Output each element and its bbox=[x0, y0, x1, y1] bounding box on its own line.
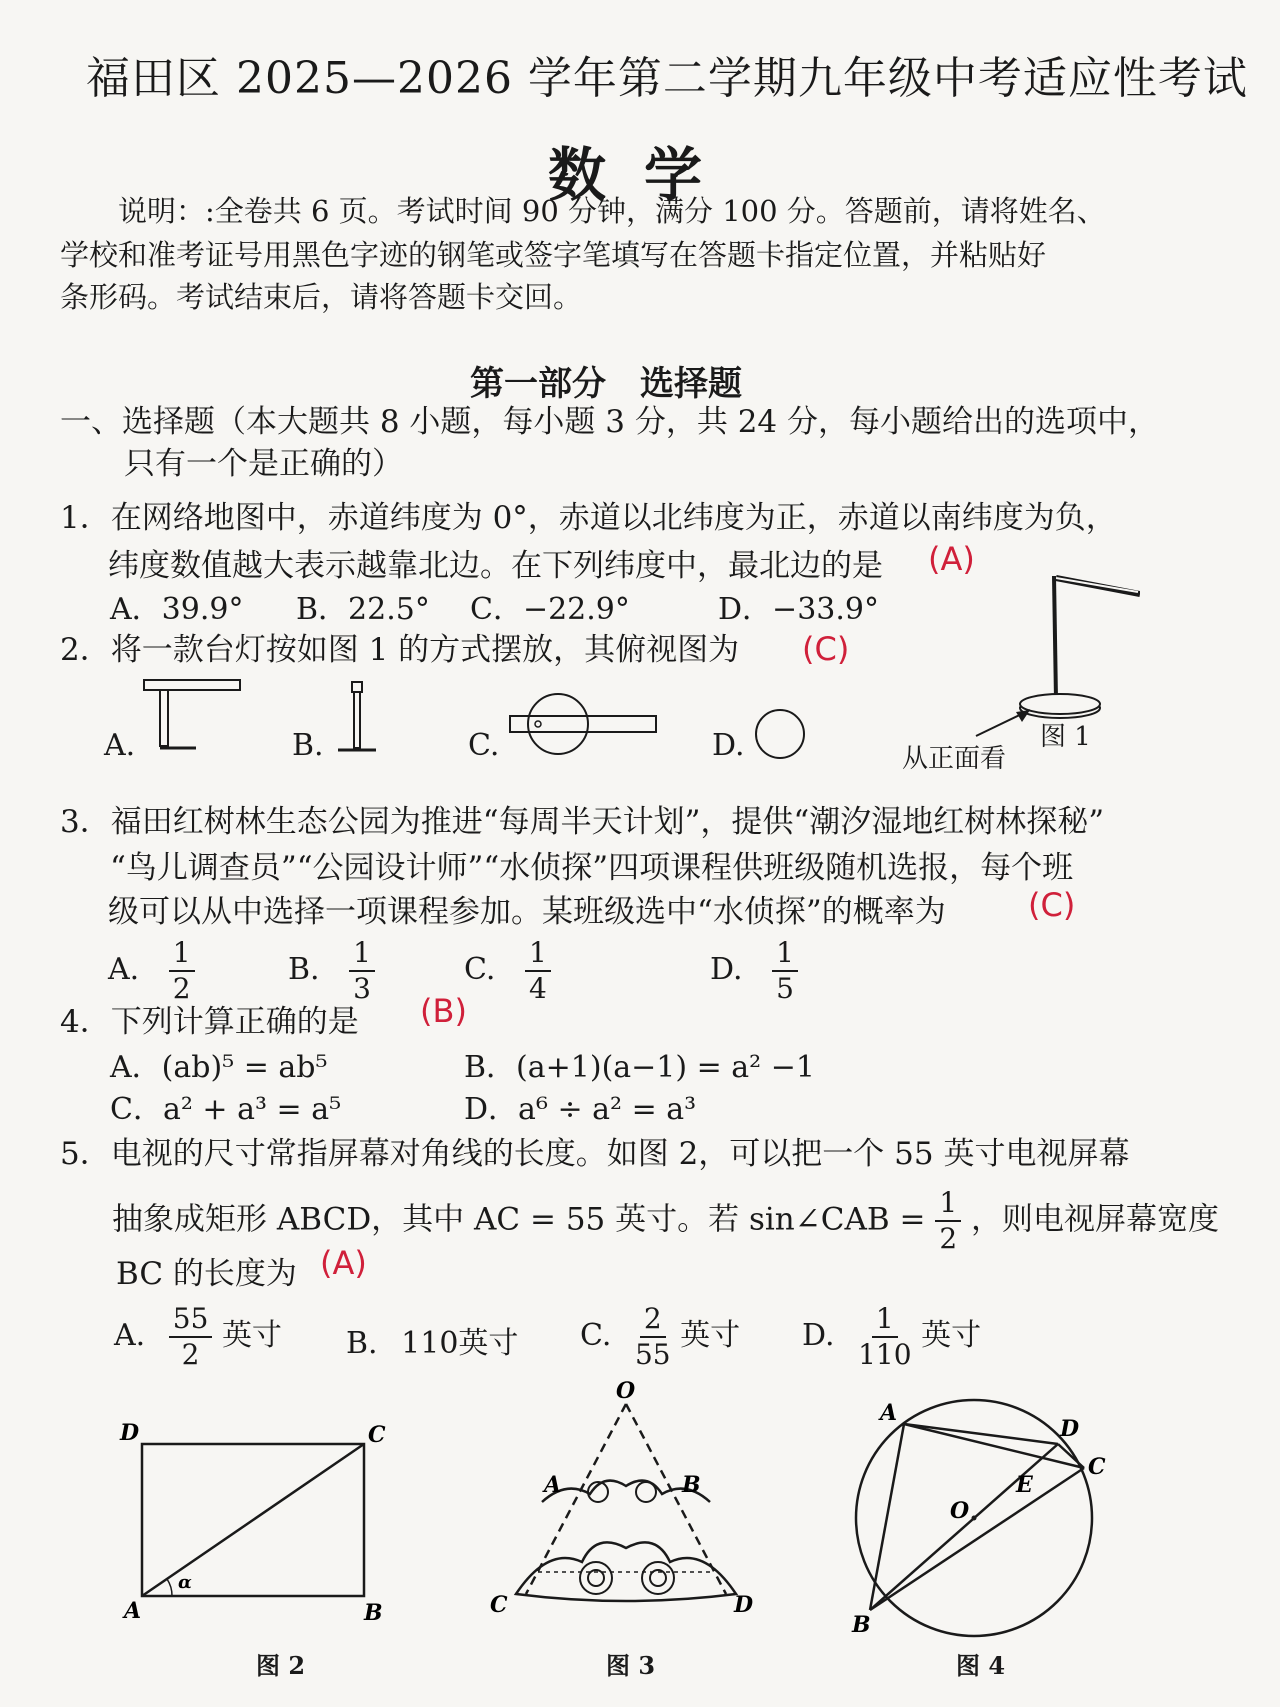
figure-4-caption: 图 4 bbox=[956, 1651, 1006, 1680]
q2-option-d-label: D. bbox=[712, 728, 745, 763]
q3-line-2: “鸟儿调查员”“公园设计师”“水侦探”四项课程供班级随机选报，每个班 bbox=[110, 850, 1074, 886]
figure-2-rectangle bbox=[110, 1420, 400, 1640]
figure-2-label-alpha: α bbox=[178, 1572, 192, 1593]
q5-option-c bbox=[580, 1302, 740, 1372]
q5-option-a bbox=[114, 1302, 282, 1372]
figure-3-label-a: A bbox=[544, 1472, 562, 1498]
q3-option-b-denominator: 3 bbox=[353, 972, 371, 1005]
q5-sin-fraction bbox=[935, 1186, 961, 1256]
figure-1-caption: 图 1 bbox=[1040, 722, 1091, 752]
part-heading: 第一部分 选择题 bbox=[470, 364, 742, 404]
q3-option-c-denominator: 4 bbox=[528, 972, 547, 1005]
q5-line-3: BC 的长度为 bbox=[116, 1256, 297, 1292]
q4-handwritten-answer: (B) bbox=[420, 992, 467, 1030]
q3-option-c bbox=[464, 936, 551, 1006]
q2-option-b-label: B. bbox=[292, 728, 324, 763]
figure-2-label-b: B bbox=[364, 1600, 383, 1626]
q4-option-d: D．a⁶ ÷ a² = a³ bbox=[464, 1092, 697, 1127]
figure-3-label-o: O bbox=[616, 1378, 636, 1404]
q5-line-1: 5．电视的尺寸常指屏幕对角线的长度。如图 2，可以把一个 55 英寸电视屏幕 bbox=[60, 1136, 1130, 1172]
figure-2-label-a: A bbox=[124, 1598, 142, 1624]
q5-option-b bbox=[346, 1318, 518, 1362]
q4-option-b: B．(a+1)(a−1) = a² −1 bbox=[464, 1050, 815, 1085]
q5-option-c-numerator: 2 bbox=[640, 1302, 666, 1338]
figure-2-label-d: D bbox=[120, 1420, 140, 1446]
figure-3-label-b: B bbox=[682, 1472, 701, 1498]
figure-2-caption: 图 2 bbox=[256, 1651, 306, 1680]
q5-option-a-unit: 英寸 bbox=[221, 1318, 282, 1353]
q3-handwritten-answer: (C) bbox=[1028, 886, 1076, 924]
q5-option-a-fraction bbox=[169, 1302, 213, 1372]
q5-option-d-label: D. bbox=[802, 1318, 835, 1353]
figure-4-label-b: B bbox=[852, 1612, 871, 1638]
q2-option-a-figure bbox=[140, 672, 250, 756]
figure-4-label-o: O bbox=[950, 1498, 970, 1524]
q2-handwritten-answer: (C) bbox=[802, 630, 850, 668]
q2-option-d-figure bbox=[752, 706, 808, 762]
q3-line-3: 级可以从中选择一项课程参加。某班级选中“水侦探”的概率为 bbox=[108, 894, 946, 930]
q5-option-d-numerator: 1 bbox=[872, 1302, 898, 1338]
figure-2-label-c: C bbox=[368, 1422, 386, 1448]
q1-handwritten-answer: (A) bbox=[928, 540, 975, 578]
q1-option-a: A．39.9° bbox=[110, 592, 244, 627]
q5-handwritten-answer: (A) bbox=[320, 1244, 367, 1282]
q3-line-1: 3．福田红树林生态公园为推进“每周半天计划”，提供“潮汐湿地红树林探秘” bbox=[60, 804, 1105, 840]
q1-option-d: D．−33.9° bbox=[718, 592, 879, 627]
q1-option-b: B．22.5° bbox=[296, 592, 430, 627]
q5-option-d-fraction bbox=[858, 1302, 911, 1372]
q5-option-a-numerator: 55 bbox=[169, 1302, 213, 1338]
figure-3-caption: 图 3 bbox=[606, 1651, 656, 1680]
q3-option-d bbox=[710, 936, 798, 1006]
q4-option-a: A．(ab)⁵ = ab⁵ bbox=[110, 1050, 328, 1085]
section-heading-line-2: 只有一个是正确的） bbox=[124, 446, 403, 482]
figure-4-label-c: C bbox=[1088, 1454, 1106, 1480]
figure-4-label-d: D bbox=[1060, 1416, 1080, 1442]
figure-3-label-d: D bbox=[734, 1592, 754, 1618]
q3-option-b-label: B. bbox=[288, 952, 320, 987]
q5-line-2-part-2: ，则电视屏幕宽度 bbox=[971, 1201, 1219, 1238]
q4-option-c: C．a² + a³ = a⁵ bbox=[110, 1092, 342, 1127]
q5-option-c-label: C. bbox=[580, 1318, 612, 1353]
q5-option-b-label: B. bbox=[346, 1326, 378, 1361]
q5-sin-numerator: 1 bbox=[935, 1186, 961, 1222]
figure-1-desk-lamp bbox=[880, 572, 1140, 752]
q3-option-c-numerator: 1 bbox=[525, 936, 551, 972]
subject-title: 数学 bbox=[548, 141, 741, 209]
q1-line-1: 1．在网络地图中，赤道纬度为 0°，赤道以北纬度为正，赤道以南纬度为负， bbox=[60, 500, 1117, 536]
section-heading-line-1: 一、选择题（本大题共 8 小题，每小题 3 分，共 24 分，每小题给出的选项中， bbox=[60, 404, 1160, 440]
q5-option-c-fraction bbox=[635, 1302, 671, 1372]
q3-option-d-label: D. bbox=[710, 952, 743, 987]
q3-option-a-denominator: 2 bbox=[172, 972, 191, 1005]
q3-option-c-label: C. bbox=[464, 952, 496, 987]
q5-option-c-unit: 英寸 bbox=[680, 1318, 741, 1353]
q5-option-a-denominator: 2 bbox=[181, 1338, 200, 1371]
q3-option-b-numerator: 1 bbox=[349, 936, 375, 972]
figure-4-label-e: E bbox=[1016, 1472, 1033, 1498]
q5-option-d bbox=[802, 1302, 981, 1372]
figure-1-view-label: 从正面看 bbox=[902, 744, 1007, 774]
q2-option-a-label: A. bbox=[104, 728, 136, 763]
q5-option-d-denominator: 110 bbox=[858, 1338, 912, 1371]
q5-line-2-part-1: 抽象成矩形 ABCD，其中 AC = 55 英寸。若 sin∠CAB = bbox=[112, 1201, 926, 1238]
q3-option-d-denominator: 5 bbox=[776, 972, 794, 1005]
figure-4-label-a: A bbox=[880, 1400, 898, 1426]
q5-option-b-value: 110英寸 bbox=[401, 1326, 519, 1361]
instructions-line-1: 说明：:全卷共 6 页。考试时间 90 分钟，满分 100 分。答题前，请将姓名、 bbox=[118, 194, 1106, 228]
figure-4-circle bbox=[848, 1392, 1128, 1642]
q5-option-d-unit: 英寸 bbox=[921, 1318, 982, 1353]
instructions-line-2: 学校和准考证号用黑色字迹的钢笔或签字笔填写在答题卡指定位置，并粘贴好 bbox=[60, 238, 1047, 272]
q3-option-d-numerator: 1 bbox=[772, 936, 798, 972]
q3-option-a-numerator: 1 bbox=[169, 936, 195, 972]
q4-line-1: 4．下列计算正确的是 bbox=[60, 1004, 359, 1040]
q1-line-2: 纬度数值越大表示越靠北边。在下列纬度中，最北边的是 bbox=[108, 548, 883, 584]
exam-title: 福田区 2025—2026 学年第二学期九年级中考适应性考试 bbox=[86, 53, 1248, 104]
q2-line-1: 2．将一款台灯按如图 1 的方式摆放，其俯视图为 bbox=[60, 632, 740, 668]
instructions-line-3: 条形码。考试结束后，请将答题卡交回。 bbox=[60, 280, 583, 314]
q1-option-c: C．−22.9° bbox=[470, 592, 630, 627]
q5-option-a-label: A. bbox=[114, 1318, 146, 1353]
q2-option-c-label: C. bbox=[468, 728, 500, 763]
q3-option-c-fraction bbox=[525, 936, 551, 1006]
q5-sin-denominator: 2 bbox=[939, 1222, 958, 1255]
q2-option-b-figure bbox=[330, 678, 390, 756]
q5-line-2 bbox=[112, 1186, 1219, 1256]
q3-option-d-fraction bbox=[772, 936, 798, 1006]
q3-option-a-label: A. bbox=[108, 952, 140, 987]
q5-option-c-denominator: 55 bbox=[634, 1338, 671, 1371]
figure-3-label-c: C bbox=[490, 1592, 508, 1618]
q2-option-c-figure bbox=[508, 688, 658, 758]
figure-3-triangle-clouds bbox=[486, 1376, 766, 1626]
